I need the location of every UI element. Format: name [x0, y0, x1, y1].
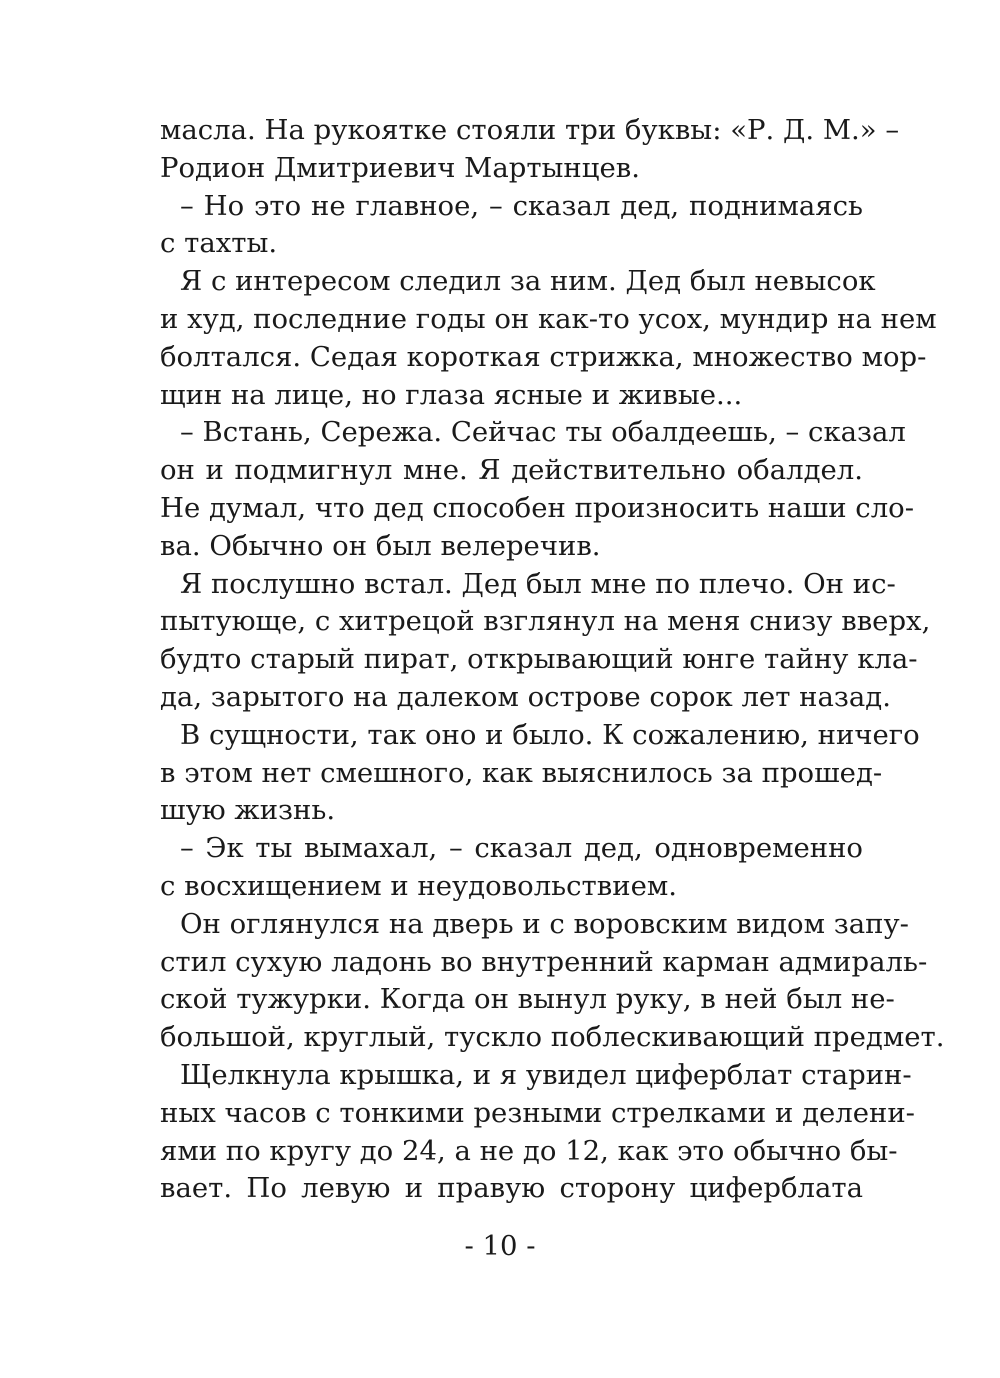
text-line: пытующе, с хитрецой взглянул на меня снизу вверх,: [160, 605, 931, 638]
text-line: В сущности, так оно и было. К сожалению, ничего: [180, 718, 920, 751]
text-line: с тахты.: [160, 227, 278, 260]
text-line: он и подмигнул мне. Я действительно обалдел.: [160, 454, 863, 487]
paragraph: [160, 906, 945, 1057]
text-line: болтался. Седая короткая стрижка, множество мор-: [160, 340, 927, 373]
text-line: в этом нет смешного, как выяснилось за прошед-: [160, 756, 883, 789]
paragraph: [160, 717, 920, 830]
page-body: [160, 112, 945, 1208]
text-line: ями по кругу до 24, а не до 12, как это обычно бы-: [160, 1134, 898, 1167]
text-line: шую жизнь.: [160, 794, 336, 827]
paragraph: [160, 566, 931, 717]
paragraph: [160, 188, 863, 264]
text-line: – Эк ты вымахал, – сказал дед, одновременно: [180, 832, 863, 865]
text-line: – Встань, Сережа. Сейчас ты обалдеешь, – сказал: [180, 416, 906, 449]
text-line: ва. Обычно он был велеречив.: [160, 529, 601, 562]
text-line: Родион Дмитриевич Мартынцев.: [160, 151, 640, 184]
text-line: – Но это не главное, – сказал дед, поднимаясь: [180, 189, 863, 222]
text-line: Я послушно встал. Дед был мне по плечо. Он ис-: [180, 567, 896, 600]
text-line: стил сухую ладонь во внутренний карман адмираль-: [160, 945, 928, 978]
text-line: большой, круглый, тускло поблескивающий предмет.: [160, 1021, 945, 1054]
text-line: масла. На рукоятке стояли три буквы: «Р. Д. М.» –: [160, 114, 900, 146]
text-line: ных часов с тонкими резными стрелками и делени-: [160, 1096, 915, 1129]
text-line: щин на лице, но глаза ясные и живые...: [160, 378, 743, 411]
paragraph: [160, 830, 863, 906]
paragraph: [160, 1057, 915, 1208]
text-line: Щелкнула крышка, и я увидел циферблат старин-: [180, 1058, 912, 1091]
text-line: Он оглянулся на дверь и с воровским видом запу-: [180, 907, 909, 940]
text-line: с восхищением и неудовольствием.: [160, 869, 677, 902]
paragraph: [160, 263, 937, 414]
text-line: Не думал, что дед способен произносить наши сло-: [160, 491, 915, 524]
text-line: вает. По левую и правую сторону циферблата: [160, 1172, 863, 1205]
text-line: и худ, последние годы он как-то усох, мундир на нем: [160, 302, 937, 335]
text-line: да, зарытого на далеком острове сорок лет назад.: [160, 680, 891, 713]
text-line: будто старый пират, открывающий юнге тайну кла-: [160, 643, 918, 676]
text-line: ской тужурки. Когда он вынул руку, в ней был не-: [160, 983, 895, 1016]
paragraph: [160, 112, 900, 188]
page-number: - 10 -: [464, 1230, 536, 1262]
paragraph: [160, 414, 915, 565]
text-line: Я с интересом следил за ним. Дед был невысок: [180, 265, 876, 298]
